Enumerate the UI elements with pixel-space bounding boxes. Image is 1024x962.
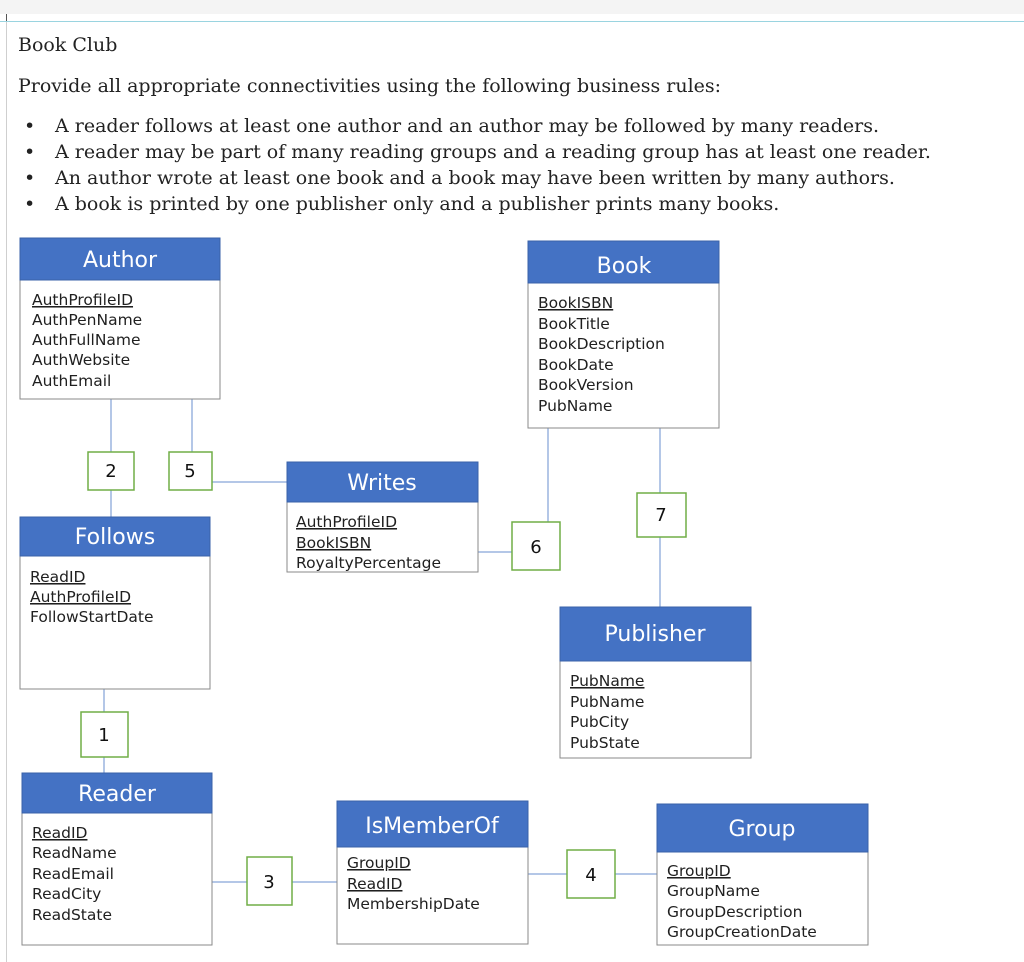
connector-number: 3 (263, 872, 275, 893)
entity-title: Writes (347, 471, 417, 496)
bullet-icon: • (24, 141, 36, 163)
entity-attribute: AuthEmail (32, 372, 112, 390)
entity-attribute: BookVersion (538, 376, 634, 394)
connector-number: 7 (655, 505, 667, 526)
entity-attribute: ReadID (30, 568, 86, 586)
bullet-icon: • (24, 115, 36, 137)
entity-group (657, 804, 868, 945)
connector-box-6 (512, 522, 560, 570)
connector-box-4 (567, 850, 615, 898)
entity-ismemberof (337, 801, 528, 944)
connector-number: 6 (530, 537, 542, 558)
bullet-icon: • (24, 193, 36, 215)
bullet-icon: • (24, 167, 36, 189)
entity-title: Author (82, 248, 158, 273)
connector-box-5 (169, 452, 212, 490)
entity-attribute: PubCity (570, 713, 630, 731)
rule-text: A reader may be part of many reading groups and a reading group has at least one reader. (55, 141, 931, 163)
entity-attribute: AuthPenName (32, 311, 143, 329)
connector-box-3 (247, 857, 292, 905)
connector-number: 4 (585, 865, 597, 886)
entity-attribute: GroupID (667, 862, 731, 880)
entity-attribute: ReadName (32, 844, 117, 862)
entity-attribute: RoyaltyPercentage (296, 554, 441, 572)
connector-number: 5 (184, 461, 196, 482)
entity-attribute: BookTitle (538, 315, 610, 333)
entity-attribute: FollowStartDate (30, 608, 154, 626)
entity-attribute: GroupCreationDate (667, 923, 817, 941)
entity-attribute: PubState (570, 734, 640, 752)
entity-attribute: AuthProfileID (32, 291, 134, 309)
entity-attribute: AuthProfileID (296, 513, 398, 531)
entity-attribute: BookDescription (538, 335, 665, 353)
connector-box-1 (81, 712, 128, 757)
entity-attribute: BookDate (538, 356, 614, 374)
entity-author (20, 238, 220, 399)
entity-writes (287, 462, 478, 572)
connector-box-2 (88, 452, 134, 490)
entity-attribute: ReadState (32, 906, 112, 924)
entity-attribute: BookISBN (296, 534, 372, 552)
entity-attribute: MembershipDate (347, 895, 480, 913)
connector-box-7 (637, 493, 686, 537)
entity-follows (20, 517, 210, 689)
entity-attribute: AuthFullName (32, 331, 141, 349)
entity-attribute: AuthWebsite (32, 351, 131, 369)
entity-attribute: PubName (570, 672, 645, 690)
entity-attribute: GroupName (667, 882, 760, 900)
entity-book (528, 241, 719, 428)
entity-attribute: PubName (538, 397, 613, 415)
entity-title: IsMemberOf (365, 814, 499, 839)
entity-attribute: AuthProfileID (30, 588, 132, 606)
entity-attribute: BookISBN (538, 294, 614, 312)
entity-title: Book (596, 254, 652, 279)
entity-title: Group (728, 817, 796, 842)
entity-attribute: ReadID (347, 875, 403, 893)
page-title: Book Club (18, 34, 118, 56)
entity-publisher (560, 607, 751, 758)
entity-reader (22, 773, 212, 945)
entity-title: Publisher (604, 622, 706, 647)
entity-title: Follows (74, 525, 156, 550)
entity-attribute: ReadID (32, 824, 88, 842)
entity-attribute: PubName (570, 693, 645, 711)
entity-title: Reader (78, 782, 156, 807)
entity-attribute: ReadCity (32, 885, 102, 903)
entity-attribute: ReadEmail (32, 865, 114, 883)
entity-attribute: GroupDescription (667, 903, 803, 921)
entity-attribute: GroupID (347, 854, 411, 872)
connector-number: 2 (105, 461, 117, 482)
question-prompt: Provide all appropriate connectivities using the following business rules: (18, 75, 722, 97)
rule-text: A reader follows at least one author and an author may be followed by many readers. (55, 115, 880, 137)
rule-text: An author wrote at least one book and a book may have been written by many authors. (55, 167, 895, 189)
rule-text: A book is printed by one publisher only and a publisher prints many books. (55, 193, 780, 215)
connector-number: 1 (98, 725, 110, 746)
